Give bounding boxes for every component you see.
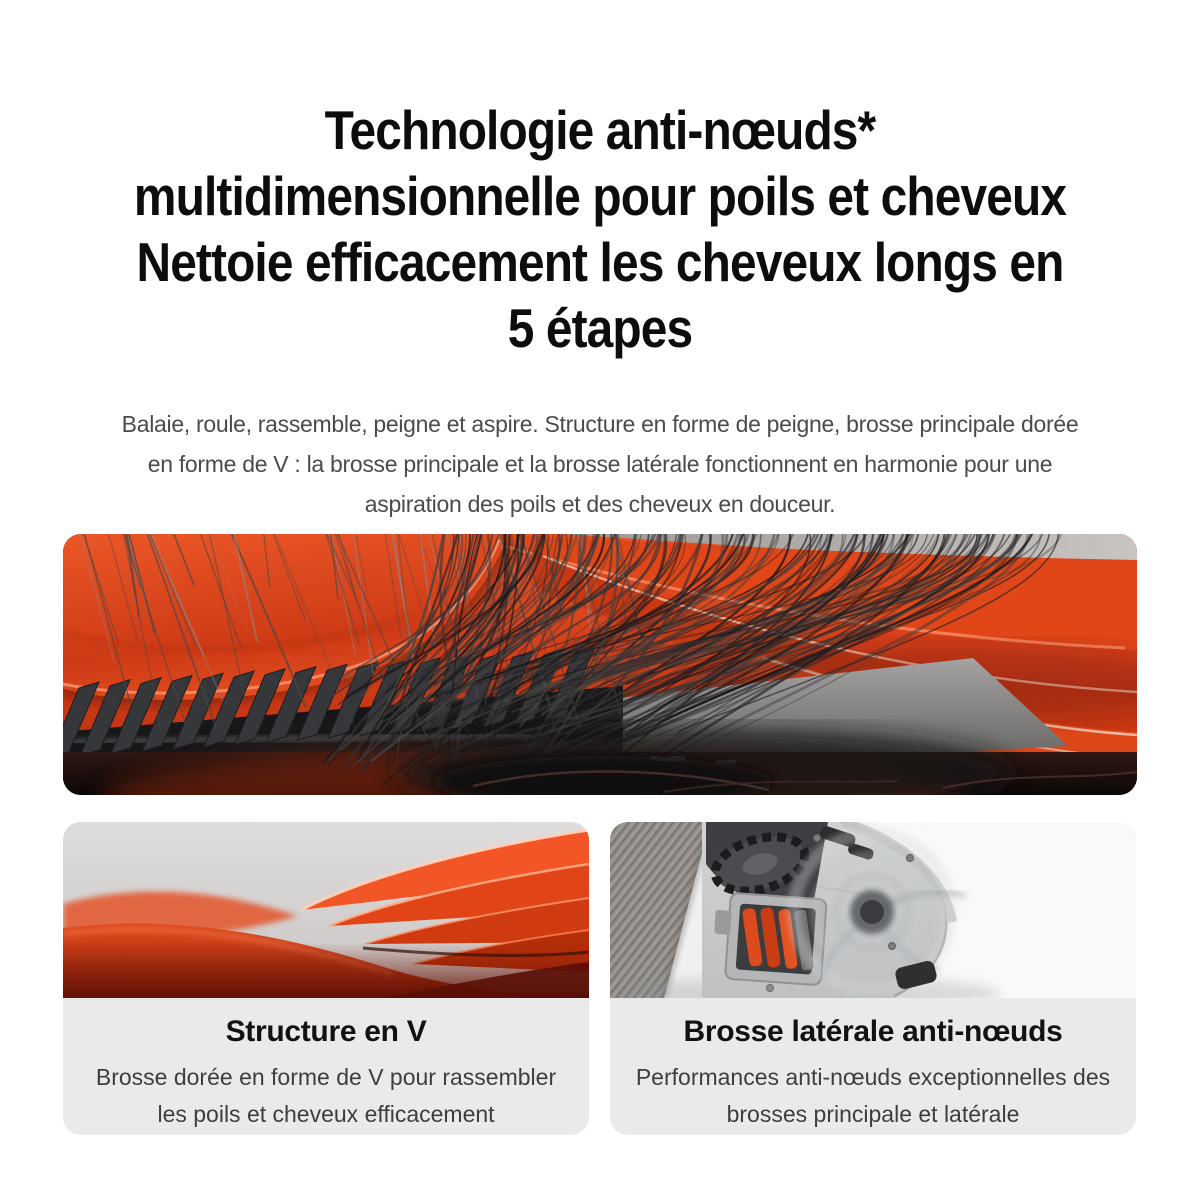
card-caption	[63, 998, 589, 1135]
card-text-line: les poils et cheveux efficacement	[157, 1101, 495, 1127]
page-subtitle-line: aspiration des poils et des cheveux en douceur.	[364, 491, 836, 517]
page-title	[78, 97, 1122, 361]
page-title-line: Technologie anti-nœuds*	[324, 99, 876, 161]
robot-underside-side-brush-photo	[610, 822, 1136, 998]
robot-underside-image	[610, 822, 1136, 998]
hero-image	[63, 534, 1137, 795]
page-title-line: 5 étapes	[507, 297, 693, 359]
page-title-line: Nettoie efficacement les cheveux longs en	[136, 231, 1064, 293]
card-text-line: Performances anti-nœuds exceptionnelles des	[635, 1064, 1111, 1090]
feature-cards	[63, 822, 1136, 1135]
page-subtitle	[0, 404, 1200, 524]
card-side-brush	[610, 822, 1136, 1135]
card-text	[63, 1059, 589, 1133]
card-text-line: Brosse dorée en forme de V pour rassembler	[95, 1064, 557, 1090]
v-structure-brush-photo	[63, 822, 589, 998]
v-brush-image	[63, 822, 589, 998]
card-title: Structure en V	[225, 1015, 427, 1048]
page-title-line: multidimensionnelle pour poils et cheveux	[133, 165, 1067, 227]
card-title: Brosse latérale anti-nœuds	[683, 1015, 1063, 1048]
page-subtitle-line: en forme de V : la brosse principale et la brosse latérale fonctionnent en harmonie pour une	[147, 451, 1053, 477]
card-v-structure	[63, 822, 589, 1135]
card-text	[610, 1059, 1136, 1133]
card-text-line: brosses principale et latérale	[726, 1101, 1020, 1127]
main-brush-with-tangled-hair-photo	[63, 534, 1137, 795]
card-caption	[610, 998, 1136, 1135]
page-subtitle-line: Balaie, roule, rassemble, peigne et aspire. Structure en forme de peigne, brosse principale dorée	[121, 411, 1079, 437]
